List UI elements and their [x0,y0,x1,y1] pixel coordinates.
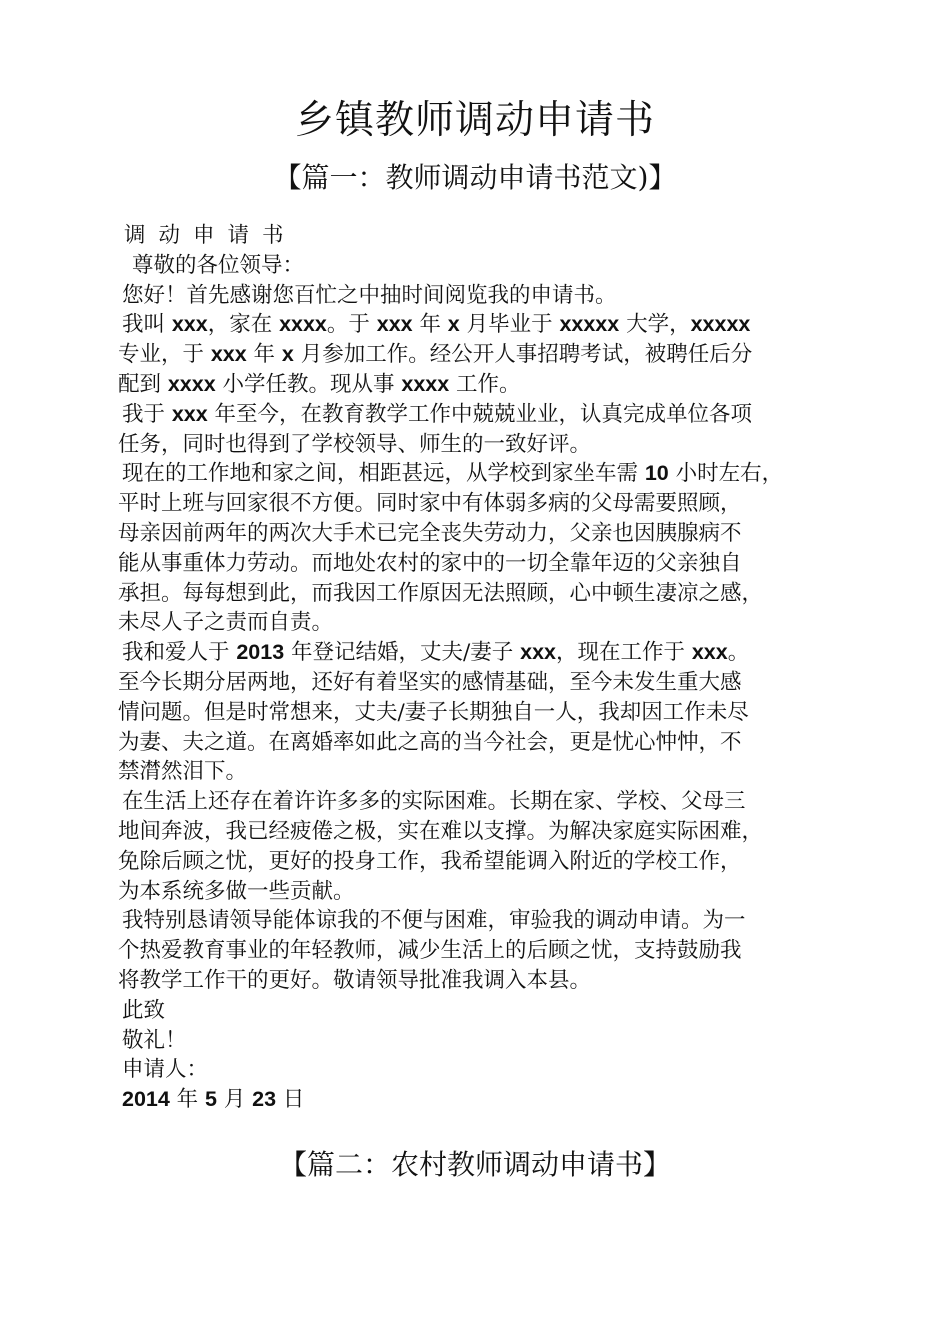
letter-line: 为妻、夫之道。在离婚率如此之高的当今社会，更是忧心忡忡，不 [118,729,742,755]
letter-line: 我特别恳请领导能体谅我的不便与困难，审验我的调动申请。为一 [122,908,746,934]
letter-line: 母亲因前两年的两次大手术已完全丧失劳动力，父亲也因胰腺病不 [118,520,742,546]
letter-line: 情问题。但是时常想来，丈夫/妻子长期独自一人，我却因工作未尽 [118,699,749,725]
letter-line: 承担。每每想到此，而我因工作原因无法照顾，心中顿生凄凉之感， [118,580,764,606]
letter-line: 您好！首先感谢您百忙之中抽时间阅览我的申请书。 [122,282,617,308]
letter-line: 个热爱教育事业的年轻教师，减少生活上的后顾之忧，支持鼓励我 [118,938,742,964]
letter-line: 地间奔波，我已经疲倦之极，实在难以支撑。为解决家庭实际困难， [118,818,764,844]
letter-line: 为本系统多做一些贡献。 [118,878,355,904]
letter-line: 我于 xxx 年至今，在教育教学工作中兢兢业业，认真完成单位各项 [122,401,753,427]
letter-line: 能从事重体力劳动。而地处农村的家中的一切全靠年迈的父亲独自 [118,550,742,576]
letter-line: 配到 xxxx 小学任教。现从事 xxxx 工作。 [118,371,521,397]
letter-closing-2: 敬礼！ [122,1027,187,1053]
document-title: 乡镇教师调动申请书 [294,98,655,143]
letter-line: 未尽人子之责而自责。 [118,610,334,636]
letter-heading: 调动申请书 [124,223,297,248]
letter-line: 平时上班与回家很不方便。同时家中有体弱多病的父母需要照顾， [118,491,742,517]
section-2-heading: 【篇二：农村教师调动申请书】 [278,1148,671,1181]
letter-applicant: 申请人： [122,1057,209,1083]
letter-line: 我叫 xxx，家在 xxxx。于 xxx 年 x 月毕业于 xxxxx 大学，xxxxx [122,312,751,338]
letter-line: 将教学工作干的更好。敬请领导批准我调入本县。 [118,967,592,993]
letter-closing-1: 此致 [122,997,166,1023]
letter-line: 免除后顾之忧，更好的投身工作，我希望能调入附近的学校工作， [118,848,742,874]
letter-line: 禁潸然泪下。 [118,759,248,785]
letter-line: 我和爱人于 2013 年登记结婚，丈夫/妻子 xxx，现在工作于 xxx。 [122,640,750,666]
section-1-heading: 【篇一：教师调动申请书范文)】 [273,161,677,194]
letter-line: 专业，于 xxx 年 x 月参加工作。经公开人事招聘考试，被聘任后分 [118,342,753,368]
letter-line: 至今长期分居两地，还好有着坚实的感情基础，至今未发生重大感 [118,669,742,695]
letter-body [118,221,878,1115]
letter-salutation: 尊敬的各位领导： [132,252,305,278]
letter-line: 现在的工作地和家之间，相距甚远，从学校到家坐车需 10 小时左右， [122,461,784,487]
letter-line: 任务，同时也得到了学校领导、师生的一致好评。 [118,431,592,457]
letter-date: 2014 年 5 月 23 日 [122,1087,305,1113]
letter-line: 在生活上还存在着许许多多的实际困难。长期在家、学校、父母三 [122,789,746,815]
